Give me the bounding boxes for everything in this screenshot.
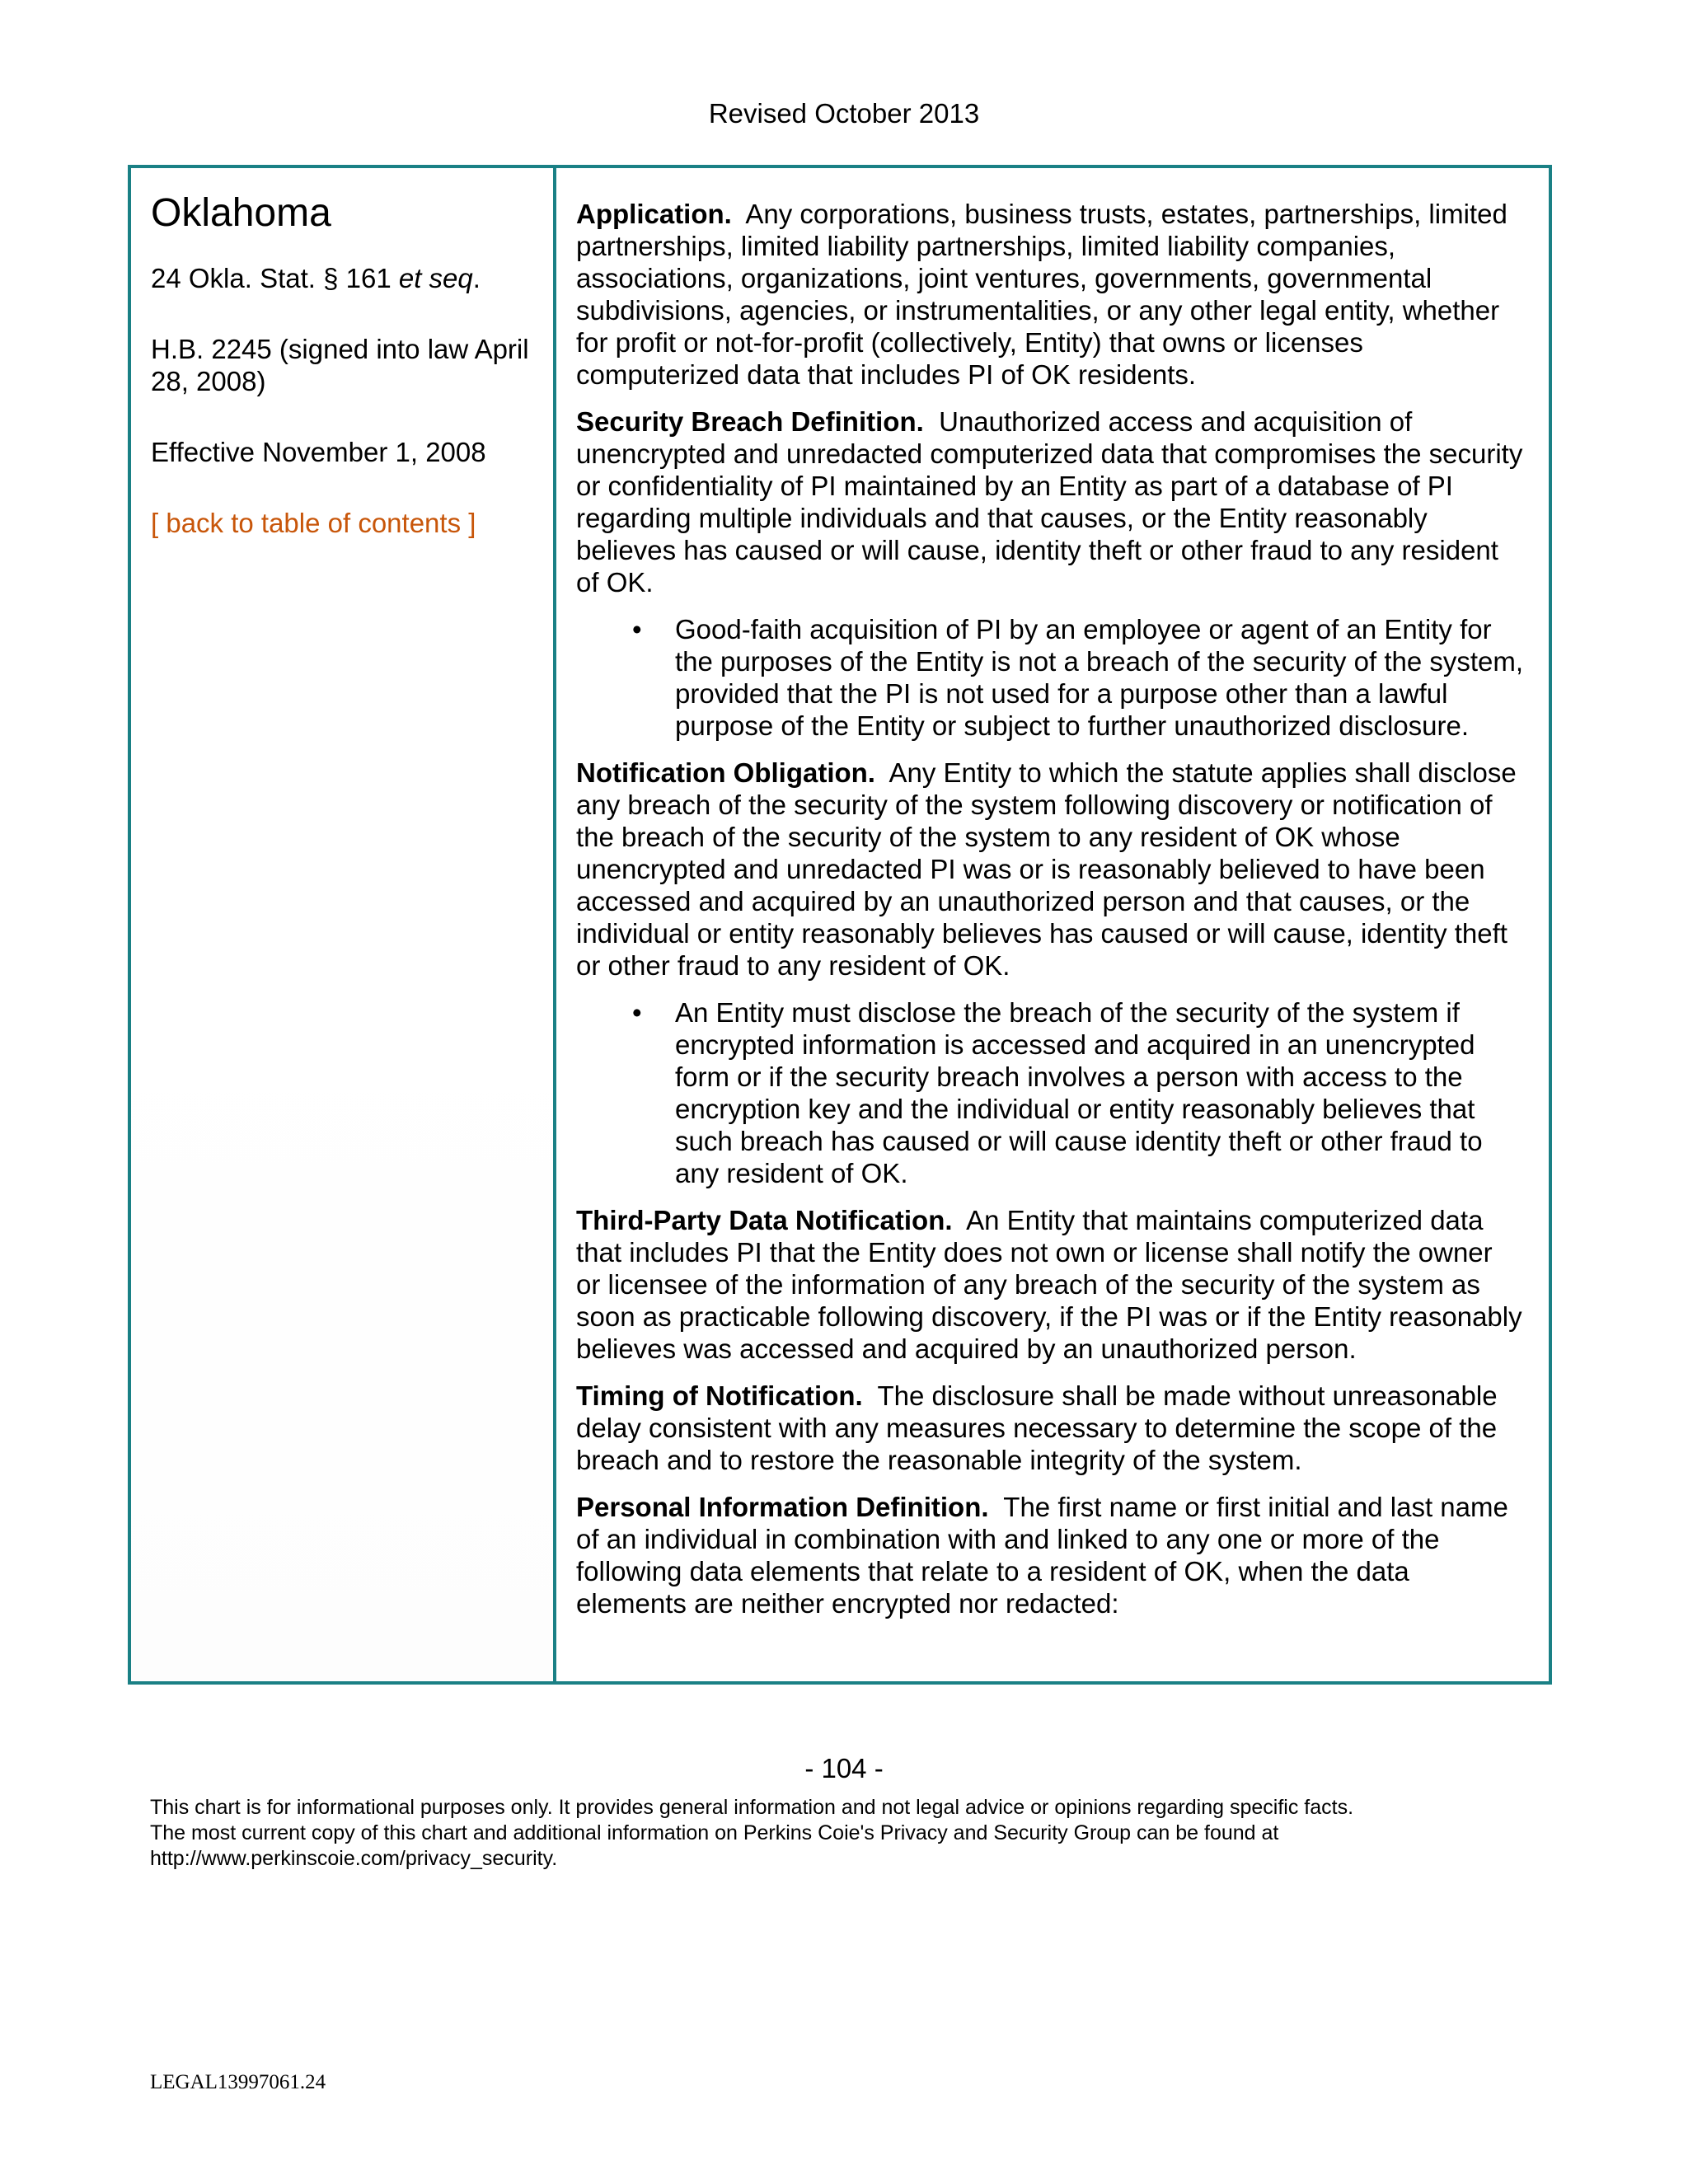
legal-document-id: LEGAL13997061.24: [150, 2071, 326, 2093]
timing-section: [576, 1380, 1524, 1476]
state-name: Oklahoma: [151, 191, 331, 235]
third-party-section: [576, 1204, 1524, 1365]
pi-definition-text: The first name or first initial and last name of an individual in combination with and linked to any one or more of the following data elements that relate to a resident of OK, when the data elements are neither encrypted nor redacted:: [576, 1492, 1508, 1619]
breach-definition-section: [576, 405, 1524, 598]
pi-definition-section: [576, 1491, 1524, 1619]
disclaimer: [150, 1795, 1551, 1872]
notification-obligation-section: [576, 757, 1524, 982]
back-to-toc-link[interactable]: [ back to table of contents ]: [151, 508, 476, 538]
statute-suffix: .: [472, 263, 481, 293]
state-table: [128, 165, 1552, 1685]
list-item: [576, 613, 1524, 742]
breach-definition-term: Security Breach Definition.: [576, 406, 924, 437]
notification-obligation-bullet-text: An Entity must disclose the breach of the security of the system if encrypted information is accessed and acquired in an unencrypted form or if the security breach involves a person with access to the encryption key and the individual or entity reasonably believes that such breach has caused or will cause identity theft or other fraud to any resident of OK.: [675, 997, 1483, 1188]
revised-date: Revised October 2013: [708, 98, 980, 129]
third-party-text: An Entity that maintains computerized data that includes PI that the Entity does not own or license shall notify the owner or licensee of the information of any breach of the security of the system as soon as practicable following discovery, if the PI was or if the Entity reasonably believes was accessed and acquired by an unauthorized person.: [576, 1205, 1522, 1364]
statute-italic: et seq: [398, 263, 473, 293]
disclaimer-line-1: This chart is for informational purposes only. It provides general information and not legal advice or opinions regarding specific facts.: [150, 1796, 1354, 1819]
notification-obligation-bullets: [576, 996, 1524, 1189]
list-item: [576, 996, 1524, 1189]
bullet-glyph: •: [632, 614, 642, 644]
breach-definition-bullet-text: Good-faith acquisition of PI by an employee or agent of an Entity for the purposes of the Entity is not a breach of the security of the system, provided that the PI is not used for a purpose other than a lawful purpose of the Entity or subject to further unauthorized disclosure.: [675, 614, 1524, 741]
disclaimer-line-3: http://www.perkinscoie.com/privacy_security.: [150, 1847, 558, 1870]
timing-term: Timing of Notification.: [576, 1380, 863, 1411]
statute-prefix: 24 Okla. Stat. § 161: [151, 263, 399, 293]
notification-obligation-text: Any Entity to which the statute applies shall disclose any breach of the security of the system following discovery or notification of the breach of the security of the system to any resident of OK whose unencrypted and unredacted PI was or is reasonably believed to have been accessed and acquired by an unauthorized person and that causes, or the individual or entity reasonably believes has caused or will cause, identity theft or other fraud to any resident of OK.: [576, 757, 1517, 981]
effective-date: Effective November 1, 2008: [151, 437, 486, 467]
notification-obligation-term: Notification Obligation.: [576, 757, 875, 788]
breach-definition-text: Unauthorized access and acquisition of unencrypted and unredacted computerized data that compromises the security or confidentiality of PI maintained by an Entity as part of a database of PI regarding multiple individuals and that causes, or the Entity reasonably believes has caused or will cause, identity theft or other fraud to any resident of OK.: [576, 406, 1523, 598]
disclaimer-line-2: The most current copy of this chart and additional information on Perkins Coie's Privacy and Security Group can be found at: [150, 1821, 1279, 1844]
third-party-term: Third-Party Data Notification.: [576, 1205, 953, 1235]
state-info-column: [131, 168, 556, 1681]
page-number: - 104 -: [804, 1753, 884, 1783]
statute-details-column: [556, 168, 1549, 1681]
pi-definition-term: Personal Information Definition.: [576, 1492, 989, 1522]
bill-reference: H.B. 2245 (signed into law April 28, 2008): [151, 334, 529, 396]
application-term: Application.: [576, 199, 732, 229]
bullet-glyph: •: [632, 997, 642, 1028]
breach-definition-bullets: [576, 613, 1524, 742]
application-text: Any corporations, business trusts, estates, partnerships, limited partnerships, limited liability partnerships, limited liability companies, associations, organizations, joint ventures, governments, governmental subdivisions, agencies, or instrumentalities, or any other legal entity, whether for profit or not-for-profit (collectively, Entity) that owns or licenses computerized data that includes PI of OK residents.: [576, 199, 1507, 390]
timing-text: The disclosure shall be made without unreasonable delay consistent with any measures necessary to determine the scope of the breach and to restore the reasonable integrity of the system.: [576, 1380, 1498, 1475]
statute-citation: [151, 262, 535, 294]
application-section: [576, 198, 1524, 391]
